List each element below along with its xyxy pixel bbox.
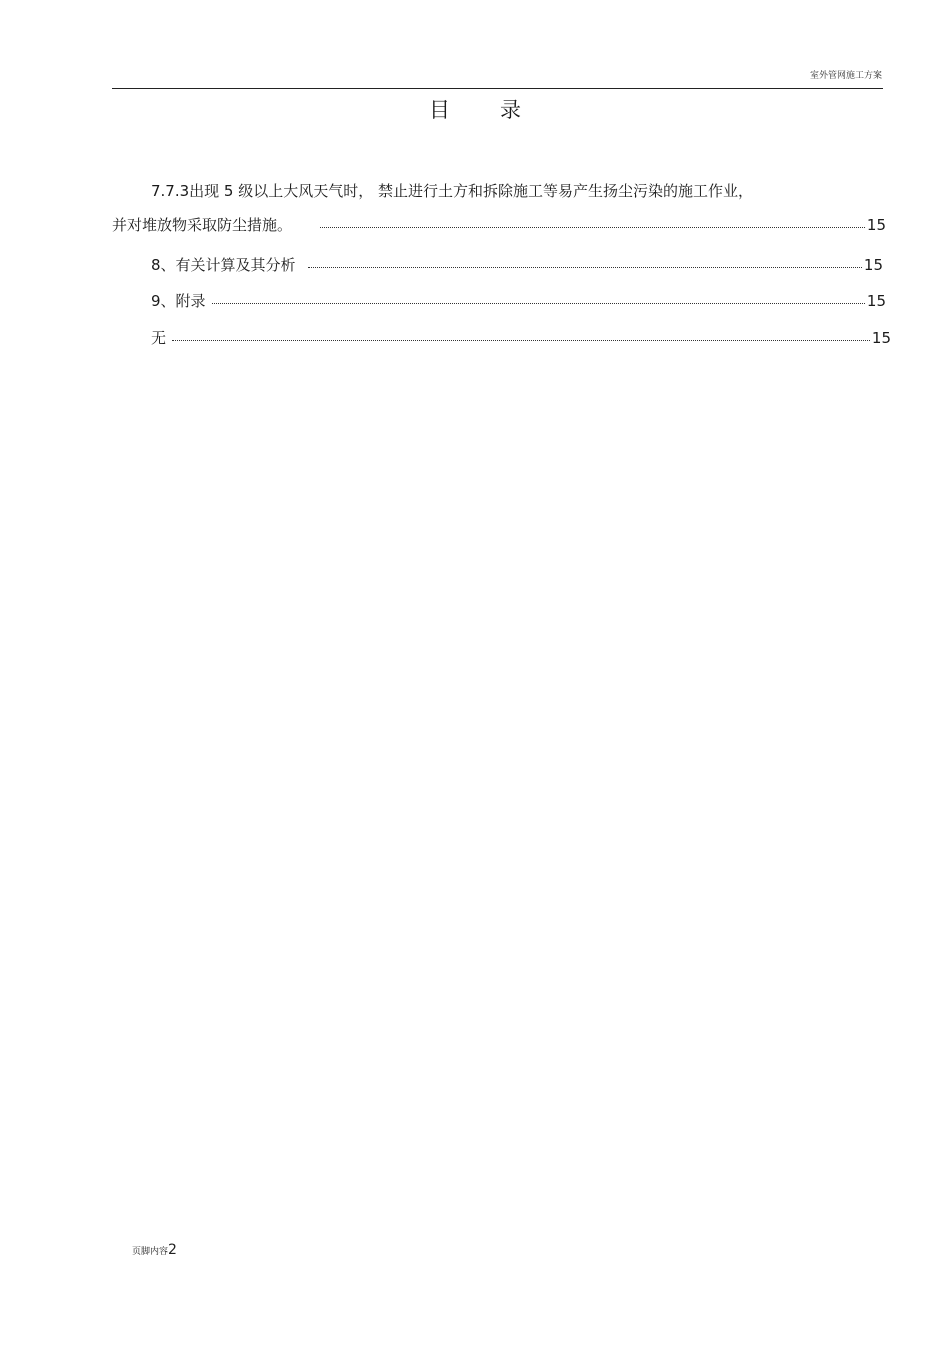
toc-entry-page: 15 <box>866 216 886 234</box>
toc-entry-3[interactable] <box>151 291 886 311</box>
toc-entry-label: 8、有关计算及其分析 <box>151 256 296 274</box>
toc-dot-leader <box>308 256 862 270</box>
header-doc-title: 室外管网施工方案 <box>809 71 882 81</box>
toc-title <box>0 94 950 124</box>
toc-entry-4[interactable] <box>151 328 891 348</box>
toc-entry-1-line1[interactable]: 7.7.3出现 5 级以上大风天气时， 禁止进行土方和拆除施工等易产生扬尘污染的施工作业， <box>151 182 754 200</box>
toc-entry-1-line2[interactable] <box>112 215 886 235</box>
toc-title-char-2: 录 <box>500 98 521 122</box>
toc-dot-leader <box>320 216 865 230</box>
toc-entry-label: 无 <box>151 329 167 347</box>
toc-entry-2[interactable] <box>151 255 883 275</box>
toc-title-char-1: 目 <box>429 98 450 122</box>
footer-page-number: 2 <box>168 1242 177 1258</box>
toc-dot-leader <box>212 292 865 306</box>
toc-entry-label: 9、附录 <box>151 292 206 310</box>
toc-entry-page: 15 <box>866 292 886 310</box>
header-divider <box>112 88 883 89</box>
toc-entry-page: 15 <box>863 256 883 274</box>
toc-dot-leader <box>172 329 870 343</box>
toc-entry-page: 15 <box>871 329 891 347</box>
footer-label: 页脚内容 <box>132 1247 169 1257</box>
toc-entry-label: 并对堆放物采取防尘措施。 <box>112 216 293 234</box>
page-footer <box>132 1239 177 1258</box>
